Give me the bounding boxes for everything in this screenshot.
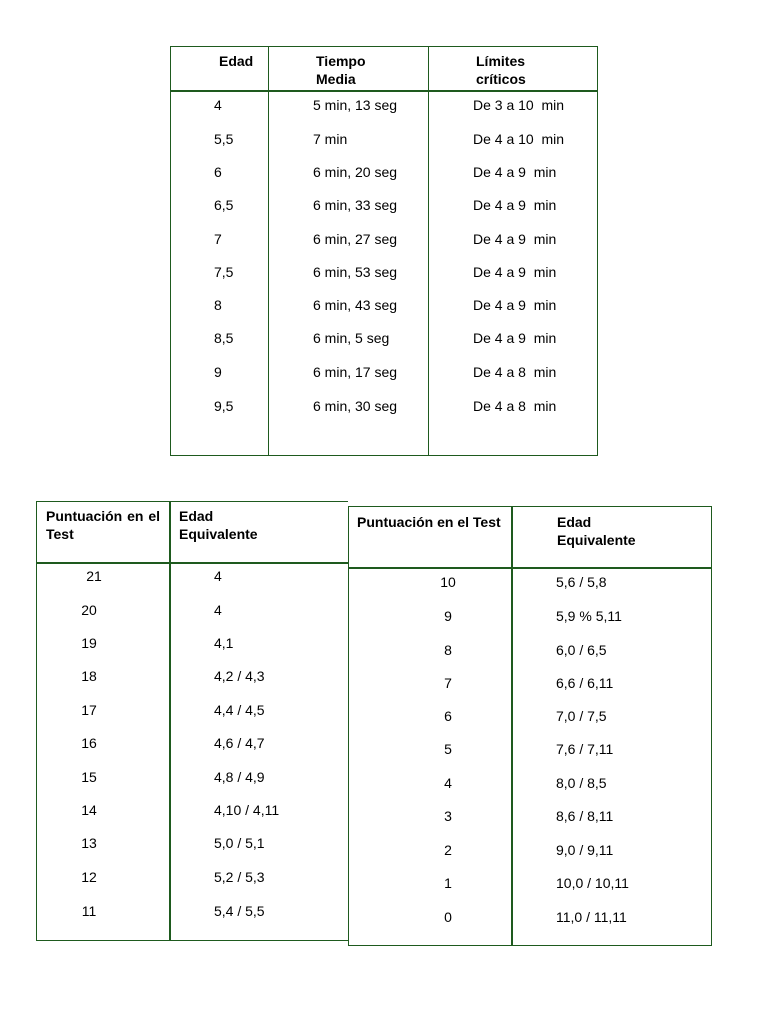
table3-border-left xyxy=(348,506,349,946)
table1-cell-edad: 9 xyxy=(214,364,222,380)
table3-col-divider xyxy=(511,506,513,946)
table1-cell-tiempo: 7 min xyxy=(313,131,348,147)
table1-cell-limites: De 4 a 9 min xyxy=(473,264,557,280)
table3-cell-puntuacion: 2 xyxy=(444,842,452,858)
table1-cell-limites: De 4 a 8 min xyxy=(473,364,557,380)
table3-border-top xyxy=(348,506,712,507)
table3-cell-edad: 8,0 / 8,5 xyxy=(556,775,607,791)
table1-border-top xyxy=(170,46,598,47)
table3-header-divider xyxy=(348,567,712,569)
table2-cell-edad: 4,1 xyxy=(214,635,234,651)
table2-cell-edad: 5,4 / 5,5 xyxy=(214,903,265,919)
table1-cell-edad: 6 xyxy=(214,164,222,180)
table2-header-divider xyxy=(36,562,348,564)
table1-cell-edad: 9,5 xyxy=(214,398,234,414)
table2-header-puntuacion: Puntuación en el Test xyxy=(46,508,160,542)
table2-header-edad-equivalente: Edad Equivalente xyxy=(179,508,258,542)
table3-border-right xyxy=(711,506,712,946)
table2-border-left xyxy=(36,501,37,941)
table1-header-limites-criticos: Límites críticos xyxy=(476,53,526,87)
table3-cell-edad: 7,0 / 7,5 xyxy=(556,708,607,724)
table1-cell-edad: 7,5 xyxy=(214,264,234,280)
table1-cell-edad: 4 xyxy=(214,97,222,113)
table1-cell-edad: 8 xyxy=(214,297,222,313)
table3-cell-edad: 8,6 / 8,11 xyxy=(556,808,614,824)
table3-header-edad-equivalente: Edad Equivalente xyxy=(557,514,636,548)
table3-cell-puntuacion: 7 xyxy=(444,675,452,691)
table3-cell-puntuacion: 6 xyxy=(444,708,452,724)
table1-border-right xyxy=(597,46,598,456)
table1-cell-limites: De 4 a 9 min xyxy=(473,297,557,313)
table3-cell-edad: 10,0 / 10,11 xyxy=(556,875,629,891)
table1-cell-tiempo: 6 min, 43 seg xyxy=(313,297,398,313)
table1-cell-limites: De 4 a 9 min xyxy=(473,330,557,346)
table3-header-puntuacion: Puntuación en el Test xyxy=(357,514,501,530)
table1-cell-tiempo: 6 min, 17 seg xyxy=(313,364,398,380)
table2-cell-edad: 5,2 / 5,3 xyxy=(214,869,265,885)
table2-cell-puntuacion: 12 xyxy=(81,869,97,885)
table3-cell-edad: 5,6 / 5,8 xyxy=(556,574,607,590)
table2-cell-puntuacion: 15 xyxy=(81,769,97,785)
table2-cell-puntuacion: 17 xyxy=(81,702,97,718)
table1-cell-tiempo: 5 min, 13 seg xyxy=(313,97,398,113)
table1-header-edad: Edad xyxy=(219,53,254,69)
table2-cell-edad: 4,2 / 4,3 xyxy=(214,668,265,684)
table1-cell-limites: De 4 a 8 min xyxy=(473,398,557,414)
table3-cell-puntuacion: 0 xyxy=(444,909,452,925)
table1-cell-limites: De 3 a 10 min xyxy=(473,97,565,113)
table1-cell-tiempo: 6 min, 5 seg xyxy=(313,330,390,346)
table3-cell-puntuacion: 4 xyxy=(444,775,452,791)
table3-cell-puntuacion: 5 xyxy=(444,741,452,757)
table1-cell-edad: 5,5 xyxy=(214,131,234,147)
table3-cell-puntuacion: 3 xyxy=(444,808,452,824)
table1-cell-edad: 6,5 xyxy=(214,197,234,213)
table2-cell-puntuacion: 16 xyxy=(81,735,97,751)
table1-header-tiempo-media: Tiempo Media xyxy=(316,53,366,87)
table3-cell-edad: 7,6 / 7,11 xyxy=(556,741,614,757)
table1-cell-limites: De 4 a 9 min xyxy=(473,164,557,180)
table2-cell-puntuacion: 20 xyxy=(81,602,97,618)
table2-cell-puntuacion: 11 xyxy=(81,903,97,919)
table2-cell-edad: 4,6 / 4,7 xyxy=(214,735,265,751)
table2-cell-puntuacion: 21 xyxy=(86,568,102,584)
table3-cell-edad: 9,0 / 9,11 xyxy=(556,842,614,858)
table2-cell-puntuacion: 19 xyxy=(81,635,97,651)
table3-cell-edad: 5,9 % 5,11 xyxy=(556,608,622,624)
table1-cell-tiempo: 6 min, 27 seg xyxy=(313,231,398,247)
table3-cell-puntuacion: 8 xyxy=(444,642,452,658)
table2-cell-puntuacion: 14 xyxy=(81,802,97,818)
table3-cell-edad: 6,0 / 6,5 xyxy=(556,642,607,658)
table1-border-bottom xyxy=(170,455,598,456)
table1-cell-tiempo: 6 min, 20 seg xyxy=(313,164,398,180)
table3-cell-puntuacion: 9 xyxy=(444,608,452,624)
table1-cell-edad: 7 xyxy=(214,231,222,247)
table1-header-divider xyxy=(170,90,598,92)
table3-cell-puntuacion: 1 xyxy=(444,875,452,891)
table2-border-bottom xyxy=(36,940,348,941)
table2-cell-edad: 4 xyxy=(214,568,222,584)
table1-border-left xyxy=(170,46,171,456)
table2-cell-puntuacion: 18 xyxy=(81,668,97,684)
table1-cell-tiempo: 6 min, 33 seg xyxy=(313,197,398,213)
table1-col-divider-1 xyxy=(268,46,269,456)
table3-cell-edad: 11,0 / 11,11 xyxy=(556,909,627,925)
table1-cell-edad: 8,5 xyxy=(214,330,234,346)
table2-cell-edad: 5,0 / 5,1 xyxy=(214,835,265,851)
table1-col-divider-2 xyxy=(428,46,429,456)
table3-cell-edad: 6,6 / 6,11 xyxy=(556,675,614,691)
table3-cell-puntuacion: 10 xyxy=(440,574,456,590)
table1-cell-tiempo: 6 min, 30 seg xyxy=(313,398,398,414)
table1-cell-tiempo: 6 min, 53 seg xyxy=(313,264,398,280)
table3-border-bottom xyxy=(348,945,712,946)
table2-cell-edad: 4,8 / 4,9 xyxy=(214,769,265,785)
table1-cell-limites: De 4 a 9 min xyxy=(473,231,557,247)
table1-cell-limites: De 4 a 9 min xyxy=(473,197,557,213)
table1-cell-limites: De 4 a 10 min xyxy=(473,131,565,147)
table2-cell-puntuacion: 13 xyxy=(81,835,97,851)
table2-cell-edad: 4 xyxy=(214,602,222,618)
table2-col-divider xyxy=(169,501,171,941)
table2-border-top xyxy=(36,501,348,502)
table2-cell-edad: 4,4 / 4,5 xyxy=(214,702,265,718)
table2-cell-edad: 4,10 / 4,11 xyxy=(214,802,280,818)
